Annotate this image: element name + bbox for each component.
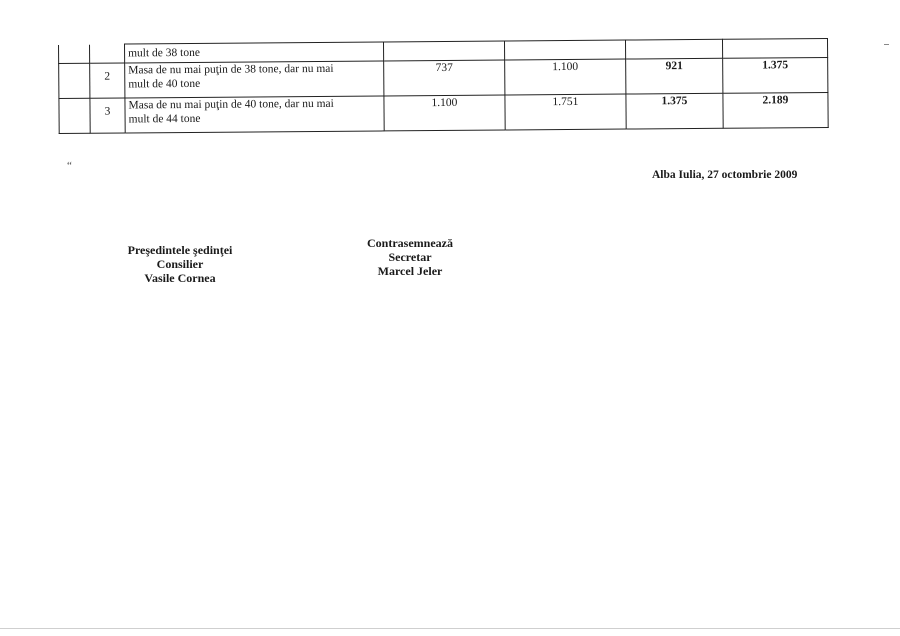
- signature-title: Contrasemnează: [367, 236, 453, 250]
- table-cell-value: [722, 38, 827, 57]
- table-cell-value: 1.100: [505, 59, 626, 95]
- table-cell-value: [504, 40, 625, 59]
- place-and-date: Alba Iulia, 27 octombrie 2009: [652, 169, 798, 181]
- signature-name: Vasile Cornea: [144, 271, 216, 285]
- table-cell-blank: [59, 63, 90, 98]
- signature-block-president: [100, 243, 260, 285]
- table-cell-value: 1.100: [384, 94, 505, 130]
- table-cell-value: 1.375: [723, 57, 828, 93]
- table-cell-description: [125, 60, 384, 97]
- table-cell-blank: [59, 44, 90, 63]
- table-cell-description: [125, 42, 384, 63]
- table-cell-description: [125, 95, 384, 132]
- table-cell-value: 737: [384, 59, 505, 95]
- description-line: mult de 44 tone: [128, 112, 201, 125]
- table-cell-value: 921: [626, 58, 723, 94]
- scan-bottom-edge: [0, 628, 900, 629]
- signature-block-secretary: [335, 236, 485, 278]
- signature-title: Preşedintele şedinţei: [127, 243, 233, 257]
- table-cell-nr: 3: [90, 97, 125, 132]
- tax-table: [58, 38, 829, 134]
- table-cell-nr: [90, 44, 125, 63]
- signature-role: Secretar: [388, 250, 432, 264]
- closing-quote-mark: “: [67, 160, 72, 172]
- table-cell-value: 2.189: [723, 92, 828, 128]
- table-row: [59, 57, 828, 98]
- table-row: [59, 92, 828, 133]
- table-cell-nr: 2: [90, 62, 125, 97]
- table-cell-value: 1.751: [505, 94, 626, 130]
- table-cell-value: [625, 39, 722, 58]
- description-line: mult de 40 tone: [128, 77, 201, 90]
- description-line: mult de 38 tone: [128, 46, 200, 60]
- table-cell-value: [383, 41, 504, 60]
- signature-role: Consilier: [156, 257, 204, 271]
- description-line: Masa de nu mai puţin de 40 tone, dar nu mai: [128, 97, 334, 111]
- scan-edge-mark: [884, 44, 889, 45]
- description-line: Masa de nu mai puţin de 38 tone, dar nu mai: [128, 62, 334, 76]
- table-cell-blank: [59, 98, 90, 133]
- signature-name: Marcel Jeler: [377, 264, 443, 278]
- table-cell-value: 1.375: [626, 93, 723, 129]
